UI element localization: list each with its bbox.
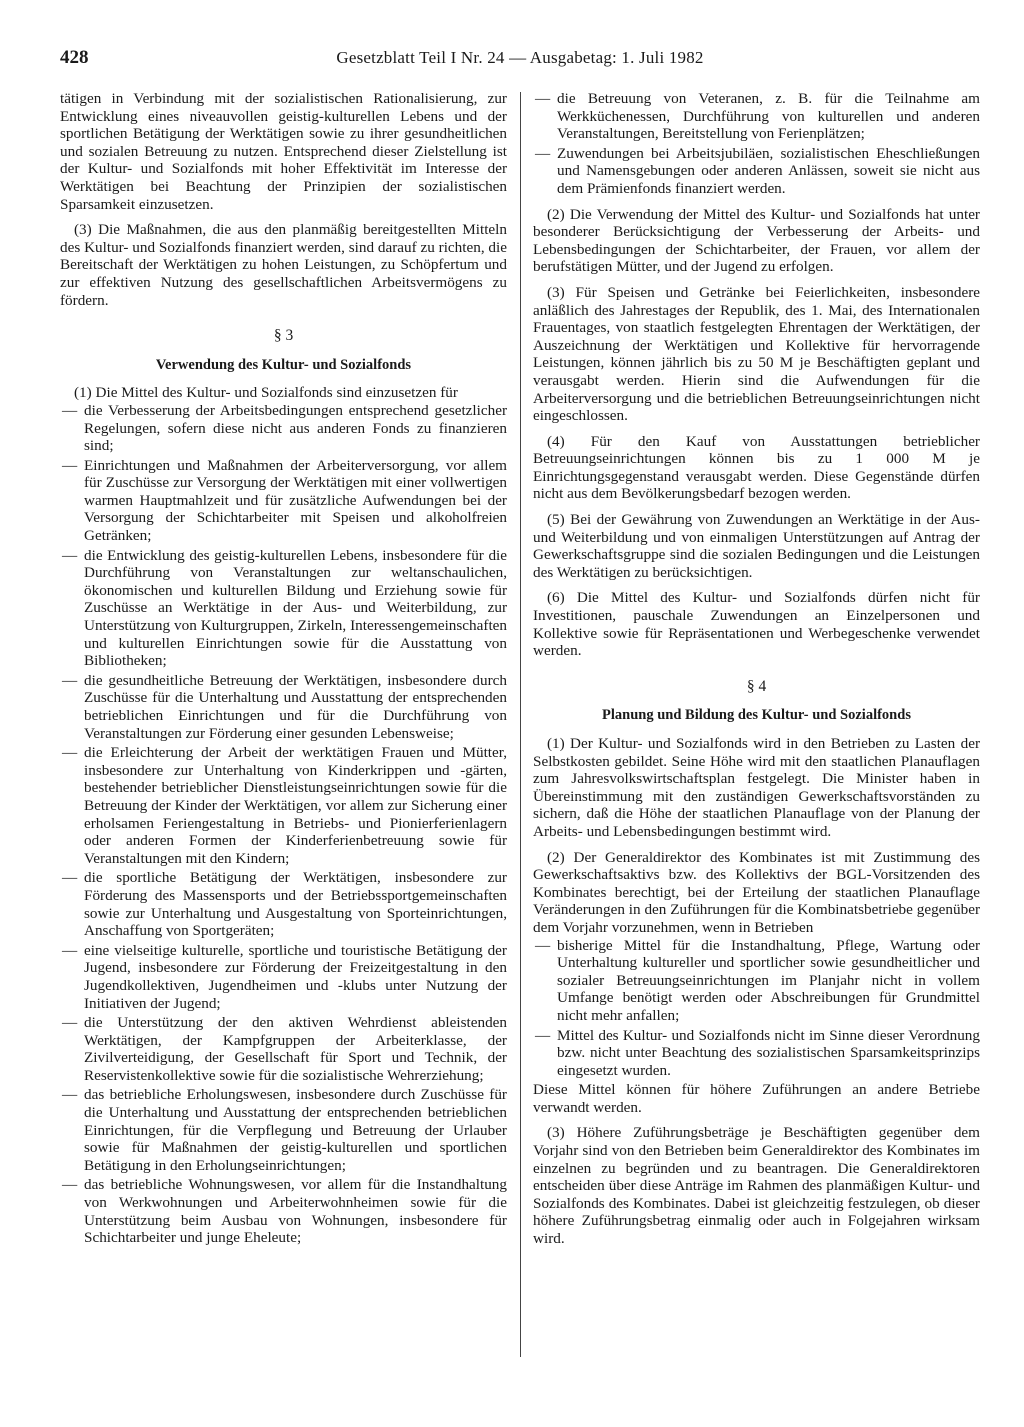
column-divider bbox=[520, 92, 521, 1357]
list-item bbox=[60, 457, 507, 545]
dash-icon: — bbox=[62, 1014, 78, 1032]
dash-icon: — bbox=[62, 941, 78, 959]
list-item bbox=[60, 1086, 507, 1174]
list-item bbox=[60, 402, 507, 455]
list-item bbox=[60, 547, 507, 670]
dash-icon: — bbox=[62, 1176, 78, 1194]
list-item-text: die Betreuung von Veteranen, z. B. für die Teilnahme am Werkküchenessen, Durchführung von kulturellen und anderen Veranstaltungen, Bereitstellung von Ferienplätzen; bbox=[557, 90, 980, 143]
intro-paragraph: tätigen in Verbindung mit der sozialistischen Rationalisierung, zur Entwicklung eines niveauvollen geistig-kulturellen Lebens und der sportlichen Betätigung der Werktätigen sowie zu ihrer gesundheitlichen und sozialen Betreuung zu nutzen. Entsprechend dieser Zielstellung ist der Kultur- und Sozialfonds mit hoher Effektivität im Interesse der Werktätigen bei Beachtung der Prinzipien der sozialistischen Sparsamkeit einzusetzen. bbox=[60, 90, 507, 213]
dash-icon: — bbox=[62, 744, 78, 762]
list-item bbox=[60, 869, 507, 939]
list-item-text: die gesundheitliche Betreuung der Werktätigen, insbesondere durch Zuschüsse für die Unterhaltung und Ausstattung der entsprechenden betrieblichen Einrichtungen und für die Durchführung von Veranstaltungen zur Förderung einer gesunden Lebensweise; bbox=[84, 671, 507, 742]
paragraph-3: (3) Die Maßnahmen, die aus den planmäßig bereitgestellten Mitteln des Kultur- und Sozialfonds finanziert werden, sind darauf zu richten, die Bereitschaft der Werktätigen zu hohen Leistungen, zu Schöpfertum und zur effektiven Nutzung des gesellschaftlichen Arbeitsvermögens zu fördern. bbox=[60, 221, 507, 309]
list-item-text: die Erleichterung der Arbeit der werktätigen Frauen und Mütter, insbesondere zur Unterhaltung von Kinderkrippen und -gärten, bestehender betrieblicher Dienstleistungseinrichtungen sowie für die Betreuung der Kinder der Werktätigen, vor allem zur Sicherung einer erholsamen Feriengestaltung in Betriebs- und Pionierferienlagern oder anderen Formen der Kinderferienbetreuung sowie für Veranstaltungen mit den Kindern; bbox=[84, 744, 507, 867]
list-item bbox=[533, 90, 980, 143]
dash-icon: — bbox=[62, 546, 78, 564]
dash-icon: — bbox=[535, 1026, 551, 1044]
list-item-text: Mittel des Kultur- und Sozialfonds nicht im Sinne dieser Verordnung bzw. nicht unter Beachtung des sozialistischen Sparsamkeitsprinzips eingesetzt wurden. bbox=[557, 1026, 980, 1079]
dash-icon: — bbox=[62, 456, 78, 474]
list-item-text: die sportliche Betätigung der Werktätigen, insbesondere zur Förderung des Massensports und der Betriebssportgemeinschaften sowie zur Unterhaltung und Ausgestaltung von Sporteinrichtungen, Anschaffung von Sportgeräten; bbox=[84, 869, 507, 940]
section-4-number: § 4 bbox=[746, 677, 767, 695]
section-4-note: Diese Mittel können für höhere Zuführungen an andere Betriebe verwandt werden. bbox=[533, 1081, 980, 1116]
list-item bbox=[60, 672, 507, 742]
dash-icon: — bbox=[535, 936, 551, 954]
list-item bbox=[533, 1027, 980, 1080]
dash-icon: — bbox=[62, 1086, 78, 1104]
page-header bbox=[60, 46, 980, 70]
section-4-paragraph-3: (3) Höhere Zuführungsbeträge je Beschäftigten gegenüber dem Vorjahr sind von den Betrieben beim Generaldirektor des Kombinates im einzelnen zu begründen und zu beantragen. Die Generaldirektoren entscheiden über diese Anträge im Rahmen des planmäßigen Kultur- und Sozialfonds des Kombinates. Dabei ist gleichzeitig festzulegen, ob dieser höhere Zuführungsbetrag einmalig oder auch in Folgejahren wirksam wird. bbox=[533, 1124, 980, 1248]
list-item-text: die Entwicklung des geistig-kulturellen Lebens, insbesondere für die Durchführung von Veranstaltungen zur weltanschaulichen, ökonomischen und kulturellen Bildung und Erziehung sowie für Zuschüsse an Werktätige in der Aus- und Weiterbildung, zur Unterstützung von Kulturgruppen, Zirkeln, Interessengemeinschaften und kulturellen Einrichtungen sowie für die Ausstattung von Bibliotheken; bbox=[84, 546, 507, 670]
list-item-text: eine vielseitige kulturelle, sportliche und touristische Betätigung der Jugend, insbesondere zur Förderung der Freizeitgestaltung in den Jugendkollektiven, Jugendheimen und -klubs unter Nutzung der Initiativen der Jugend; bbox=[84, 941, 507, 1012]
running-title: Gesetzblatt Teil I Nr. 24 — Ausgabetag: 1. Juli 1982 bbox=[336, 48, 704, 67]
list-item-text: die Verbesserung der Arbeitsbedingungen entsprechend gesetzlicher Regelungen, sofern diese nicht aus anderen Fonds zu finanzieren sind; bbox=[84, 401, 507, 455]
paragraph-5: (5) Bei der Gewährung von Zuwendungen an Werktätige in der Aus- und Weiterbildung und von einmaligen Unterstützungen auf Antrag der Gewerkschaftsgruppe sind die sozialen Bedingungen und die Leistungen des Werktätigen zu berücksichtigen. bbox=[533, 511, 980, 581]
right-column bbox=[533, 90, 980, 1256]
section-4-paragraph-2: (2) Der Generaldirektor des Kombinates ist mit Zustimmung des Gewerkschaftsaktivs bzw. des Kollektivs der BGL-Vorsitzenden des Kombinates berechtigt, bei der Erteilung der staatlichen Planauflage Veränderungen in den Zuführungen für die Kombinatsbetriebe gegenüber dem Vorjahr vorzunehmen, wenn in Betrieben bbox=[533, 848, 980, 936]
list-item-text: Zuwendungen bei Arbeitsjubiläen, sozialistischen Eheschließungen und Namensgebungen oder anderen Anlässen, soweit sie nicht aus dem Prämienfonds finanziert werden. bbox=[557, 144, 980, 197]
dash-icon: — bbox=[62, 869, 78, 887]
list-item bbox=[60, 1176, 507, 1246]
paragraph-3: (3) Für Speisen und Getränke bei Feierlichkeiten, insbesondere anläßlich des Jahrestages der Republik, des 1. Mai, des Internationalen Frauentages, von staatlich festgelegten Ehrentagen der Werktätigen, der Auszeichnung der Werktätigen und Kollektive für hervorragende Leistungen, können jährlich bis zu 50 M je Beschäftigten geplant und verausgabt werden. Hierin sind die Aufwendungen für die Arbeiterversorgung und die betrieblichen Betreuungseinrichtungen nicht eingeschlossen. bbox=[533, 283, 980, 425]
dash-icon: — bbox=[62, 671, 78, 689]
list-item bbox=[533, 145, 980, 198]
dash-icon: — bbox=[535, 90, 551, 107]
section-4-paragraph-1: (1) Der Kultur- und Sozialfonds wird in den Betrieben zu Lasten der Selbstkosten gebildet. Seine Höhe wird mit den staatlichen Planauflagen zum Jahresvolkswirtschaftsplan festgelegt. Die Minister haben in Übereinstimmung mit den zuständigen Gewerkschaftsvorständen zu sichern, daß die Höhe der staatlichen Planauflage von der Planung der Arbeits- und Lebensbedingungen bestimmt wird. bbox=[533, 735, 980, 840]
section-4-title: Planung und Bildung des Kultur- und Sozialfonds bbox=[602, 707, 911, 724]
list-item-text: Einrichtungen und Maßnahmen der Arbeiterversorgung, vor allem für Zuschüsse zur Versorgung der Werktätigen mit einer vollwertigen warmen Hauptmahlzeit und für zusätzliche Aufwendungen bei der Versorgung der Schichtarbeiter mit Speisen und alkoholfreien Getränken; bbox=[84, 456, 507, 545]
list-item-text: die Unterstützung der den aktiven Wehrdienst ableistenden Werktätigen, der Kampfgruppen der Arbeiterklasse, der Zivilverteidigung, der Gesellschaft für Sport und Technik, der Reservistenkollektive sowie für die sozialistische Wehrerziehung; bbox=[84, 1014, 507, 1084]
dash-icon: — bbox=[535, 144, 551, 162]
list-item-text: bisherige Mittel für die Instandhaltung, Pflege, Wartung oder Unterhaltung kultureller und sportlicher sowie gesundheitlicher und sozialer Betreuungseinrichtungen im Planjahr nicht in vollem Umfange benötigt werden oder Abschreibungen für Grundmittel nicht mehr anfallen; bbox=[557, 936, 980, 1024]
section-3-paragraph-1: (1) Die Mittel des Kultur- und Sozialfonds sind einzusetzen für bbox=[74, 384, 458, 402]
section-3-number: § 3 bbox=[273, 327, 294, 345]
dash-icon: — bbox=[62, 401, 78, 419]
paragraph-2: (2) Die Verwendung der Mittel des Kultur- und Sozialfonds hat unter besonderer Berücksichtigung der Verbesserung der Arbeits- und Lebensbedingungen der Schichtarbeiter, der Frauen, vor allem der berufstätigen Mütter, und der Jugend zu erfolgen. bbox=[533, 205, 980, 276]
list-item-text: das betriebliche Wohnungswesen, vor allem für die Instandhaltung von Werkwohnungen und Arbeiterwohnheimen sowie für die Unterstützung beim Ausbau von Wohnungen, insbesondere für Schichtarbeiter und junge Eheleute; bbox=[84, 1176, 507, 1247]
section-3-title: Verwendung des Kultur- und Sozialfonds bbox=[155, 356, 412, 373]
page-number: 428 bbox=[60, 47, 89, 68]
list-item bbox=[60, 942, 507, 1012]
list-item-text: das betriebliche Erholungswesen, insbesondere durch Zuschüsse für die Unterhaltung und Ausstattung der entsprechenden betrieblichen Einrichtungen, für die Verpflegung und Betreuung der Urlauber sowie für Maßnahmen der geistig-kulturellen und sportlichen Betätigung in den Erholungseinrichtungen; bbox=[84, 1086, 507, 1174]
left-column bbox=[60, 90, 507, 1249]
paragraph-6: (6) Die Mittel des Kultur- und Sozialfonds dürfen nicht für Investitionen, pauschale Zuwendungen an Einzelpersonen und Kollektive sowie für Repräsentationen und Werbegeschenke verwendet werden. bbox=[533, 589, 980, 660]
list-item bbox=[533, 937, 980, 1025]
list-item bbox=[60, 744, 507, 867]
list-item bbox=[60, 1014, 507, 1084]
paragraph-4: (4) Für den Kauf von Ausstattungen betrieblicher Betreuungseinrichtungen können bis zu 1 000 M je Einrichtungsgegenstand verausgabt werden. Diese Gegenstände dürfen nicht aus dem Bevölkerungsbedarf bezogen werden. bbox=[533, 432, 980, 503]
